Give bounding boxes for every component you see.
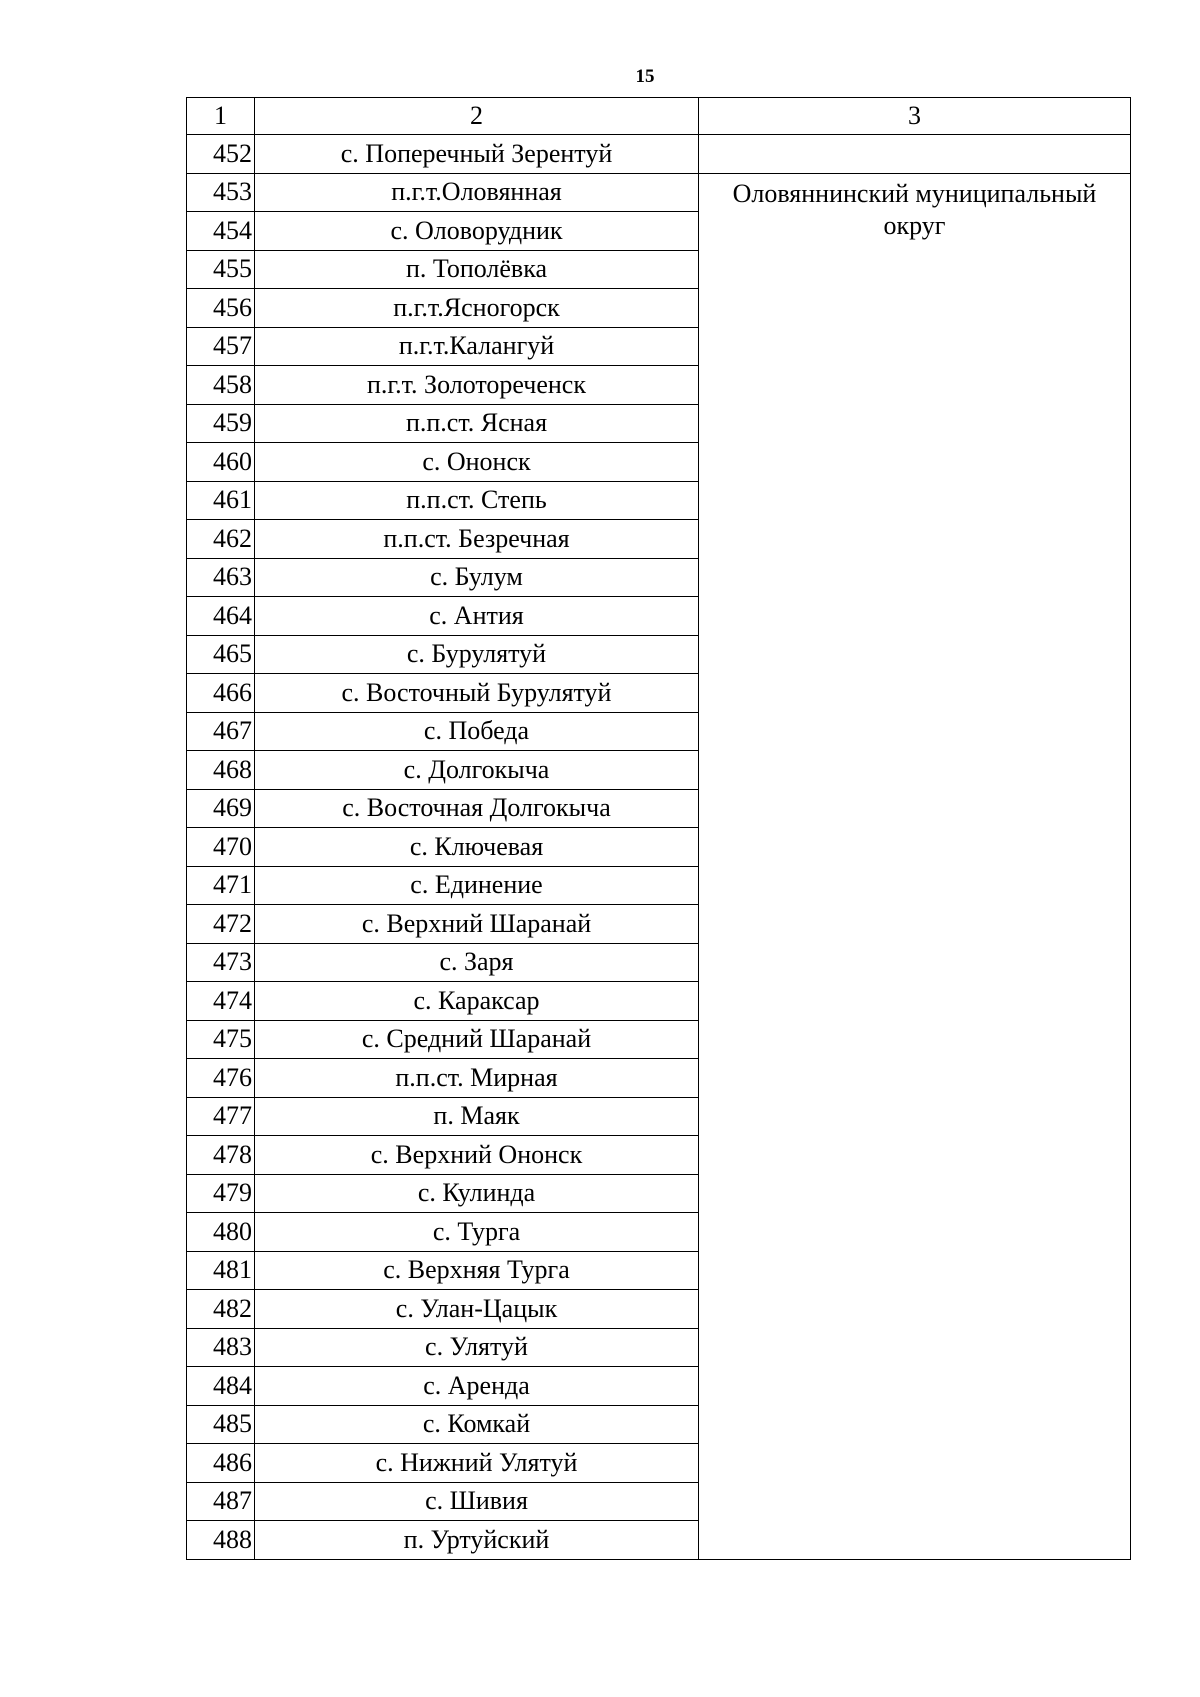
table-row xyxy=(187,135,1131,174)
settlement-name: с. Средний Шаранай xyxy=(255,1020,699,1059)
row-number: 472 xyxy=(187,905,255,944)
row-number: 471 xyxy=(187,866,255,905)
row-number: 462 xyxy=(187,520,255,559)
row-number: 466 xyxy=(187,674,255,713)
header-col-1: 1 xyxy=(187,98,255,135)
row-number: 467 xyxy=(187,712,255,751)
settlement-name: с. Восточная Долгокыча xyxy=(255,789,699,828)
settlement-name: п.г.т.Калангуй xyxy=(255,327,699,366)
row-number: 458 xyxy=(187,366,255,405)
row-number: 485 xyxy=(187,1405,255,1444)
row-number: 479 xyxy=(187,1174,255,1213)
page-number: 15 xyxy=(635,66,655,87)
settlement-name: п.п.ст. Ясная xyxy=(255,404,699,443)
settlement-name: с. Улятуй xyxy=(255,1328,699,1367)
settlement-name: п. Тополёвка xyxy=(255,250,699,289)
settlement-name: с. Оловорудник xyxy=(255,212,699,251)
district-cell-empty xyxy=(699,135,1131,174)
row-number: 461 xyxy=(187,481,255,520)
settlement-name: п.п.ст. Степь xyxy=(255,481,699,520)
settlement-name: с. Ключевая xyxy=(255,828,699,867)
settlement-name: с. Турга xyxy=(255,1213,699,1252)
settlement-name: с. Верхний Ононск xyxy=(255,1136,699,1175)
row-number: 464 xyxy=(187,597,255,636)
table-header-row xyxy=(187,98,1131,135)
row-number: 478 xyxy=(187,1136,255,1175)
header-col-3: 3 xyxy=(699,98,1131,135)
row-number: 483 xyxy=(187,1328,255,1367)
settlement-name: с. Долгокыча xyxy=(255,751,699,790)
row-number: 473 xyxy=(187,943,255,982)
settlement-name: с. Победа xyxy=(255,712,699,751)
row-number: 454 xyxy=(187,212,255,251)
settlement-name: п.г.т.Ясногорск xyxy=(255,289,699,328)
settlement-name: с. Ононск xyxy=(255,443,699,482)
row-number: 474 xyxy=(187,982,255,1021)
row-number: 460 xyxy=(187,443,255,482)
row-number: 487 xyxy=(187,1482,255,1521)
settlement-name: с. Комкай xyxy=(255,1405,699,1444)
row-number: 456 xyxy=(187,289,255,328)
settlement-name: с. Аренда xyxy=(255,1367,699,1406)
settlement-name: с. Нижний Улятуй xyxy=(255,1444,699,1483)
header-col-2: 2 xyxy=(255,98,699,135)
settlement-name: с. Караксар xyxy=(255,982,699,1021)
row-number: 484 xyxy=(187,1367,255,1406)
settlement-name: с. Верхний Шаранай xyxy=(255,905,699,944)
row-number: 470 xyxy=(187,828,255,867)
row-number: 475 xyxy=(187,1020,255,1059)
row-number: 488 xyxy=(187,1521,255,1560)
row-number: 453 xyxy=(187,173,255,212)
settlement-name: с. Заря xyxy=(255,943,699,982)
row-number: 486 xyxy=(187,1444,255,1483)
settlement-name: п. Уртуйский xyxy=(255,1521,699,1560)
settlements-table xyxy=(186,97,1131,1560)
row-number: 457 xyxy=(187,327,255,366)
settlement-name: с. Бурулятуй xyxy=(255,635,699,674)
table-row xyxy=(187,173,1131,212)
row-number: 455 xyxy=(187,250,255,289)
settlement-name: п. Маяк xyxy=(255,1097,699,1136)
settlement-name: п.г.т. Золотореченск xyxy=(255,366,699,405)
row-number: 465 xyxy=(187,635,255,674)
settlement-name: с. Улан-Цацык xyxy=(255,1290,699,1329)
row-number: 482 xyxy=(187,1290,255,1329)
settlement-name: с. Кулинда xyxy=(255,1174,699,1213)
district-name: Оловяннинский муниципальный округ xyxy=(699,173,1131,1559)
settlement-name: с. Восточный Бурулятуй xyxy=(255,674,699,713)
row-number: 476 xyxy=(187,1059,255,1098)
row-number: 469 xyxy=(187,789,255,828)
settlement-name: п.п.ст. Мирная xyxy=(255,1059,699,1098)
table-body xyxy=(187,98,1131,1560)
row-number: 452 xyxy=(187,135,255,174)
settlement-name: с. Поперечный Зерентуй xyxy=(255,135,699,174)
settlement-name: с. Единение xyxy=(255,866,699,905)
row-number: 468 xyxy=(187,751,255,790)
settlement-name: с. Антия xyxy=(255,597,699,636)
row-number: 477 xyxy=(187,1097,255,1136)
row-number: 480 xyxy=(187,1213,255,1252)
settlement-name: п.г.т.Оловянная xyxy=(255,173,699,212)
settlement-name: с. Шивия xyxy=(255,1482,699,1521)
row-number: 459 xyxy=(187,404,255,443)
settlement-name: п.п.ст. Безречная xyxy=(255,520,699,559)
row-number: 481 xyxy=(187,1251,255,1290)
row-number: 463 xyxy=(187,558,255,597)
settlement-name: с. Булум xyxy=(255,558,699,597)
settlement-name: с. Верхняя Турга xyxy=(255,1251,699,1290)
